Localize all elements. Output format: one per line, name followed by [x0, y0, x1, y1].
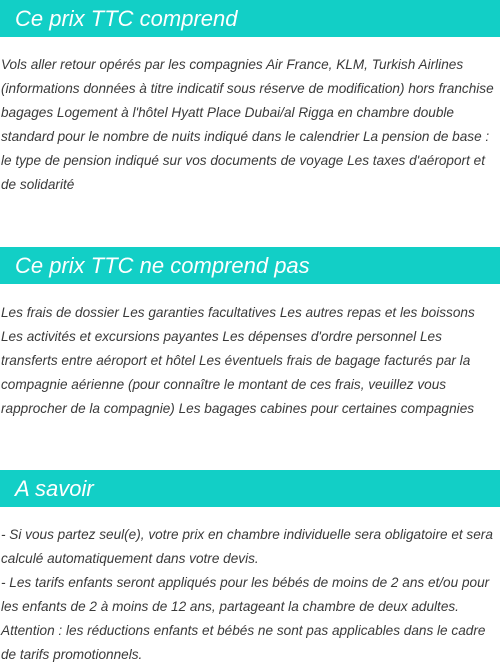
section-title-good-to-know: A savoir [0, 470, 500, 507]
section-good-to-know [0, 470, 500, 667]
section-title-not-included: Ce prix TTC ne comprend pas [0, 247, 500, 284]
section-title-included: Ce prix TTC comprend [0, 0, 500, 37]
good-to-know-line-single: - Si vous partez seul(e), votre prix en chambre individuelle sera obligatoire et sera calculé automatiquement dans votre devis. [1, 527, 493, 566]
section-included [0, 0, 500, 197]
good-to-know-text [0, 523, 500, 667]
good-to-know-line-attention: Attention : les réductions enfants et bébés ne sont pas applicables dans le cadre de tarifs promotionnels. [1, 623, 486, 662]
included-text: Vols aller retour opérés par les compagnies Air France, KLM, Turkish Airlines (informations données à titre indicatif sous réserve de modification) hors franchise bagages Logement à l'hôtel Hyatt Place Dubai/al Rigga en chambre double standard pour le nombre de nuits indiqué dans le calendrier La pension de base : le type de pension indiqué sur vos documents de voyage Les taxes d'aéroport et de solidarité [1, 57, 494, 192]
section-not-included [0, 247, 500, 421]
good-to-know-line-children: - Les tarifs enfants seront appliqués pour les bébés de moins de 2 ans et/ou pour les enfants de 2 à moins de 12 ans, partageant la chambre de deux adultes. [1, 575, 490, 614]
not-included-text: Les frais de dossier Les garanties facultatives Les autres repas et les boissons Les activités et excursions payantes Les dépenses d'ordre personnel Les transferts entre aéroport et hôtel Les éventuels frais de bagage facturés par la compagnie aérienne (pour connaître le montant de ces frais, veuillez vous rapprocher de la compagnie) Les bagages cabines pour certaines compagnies [1, 305, 475, 416]
